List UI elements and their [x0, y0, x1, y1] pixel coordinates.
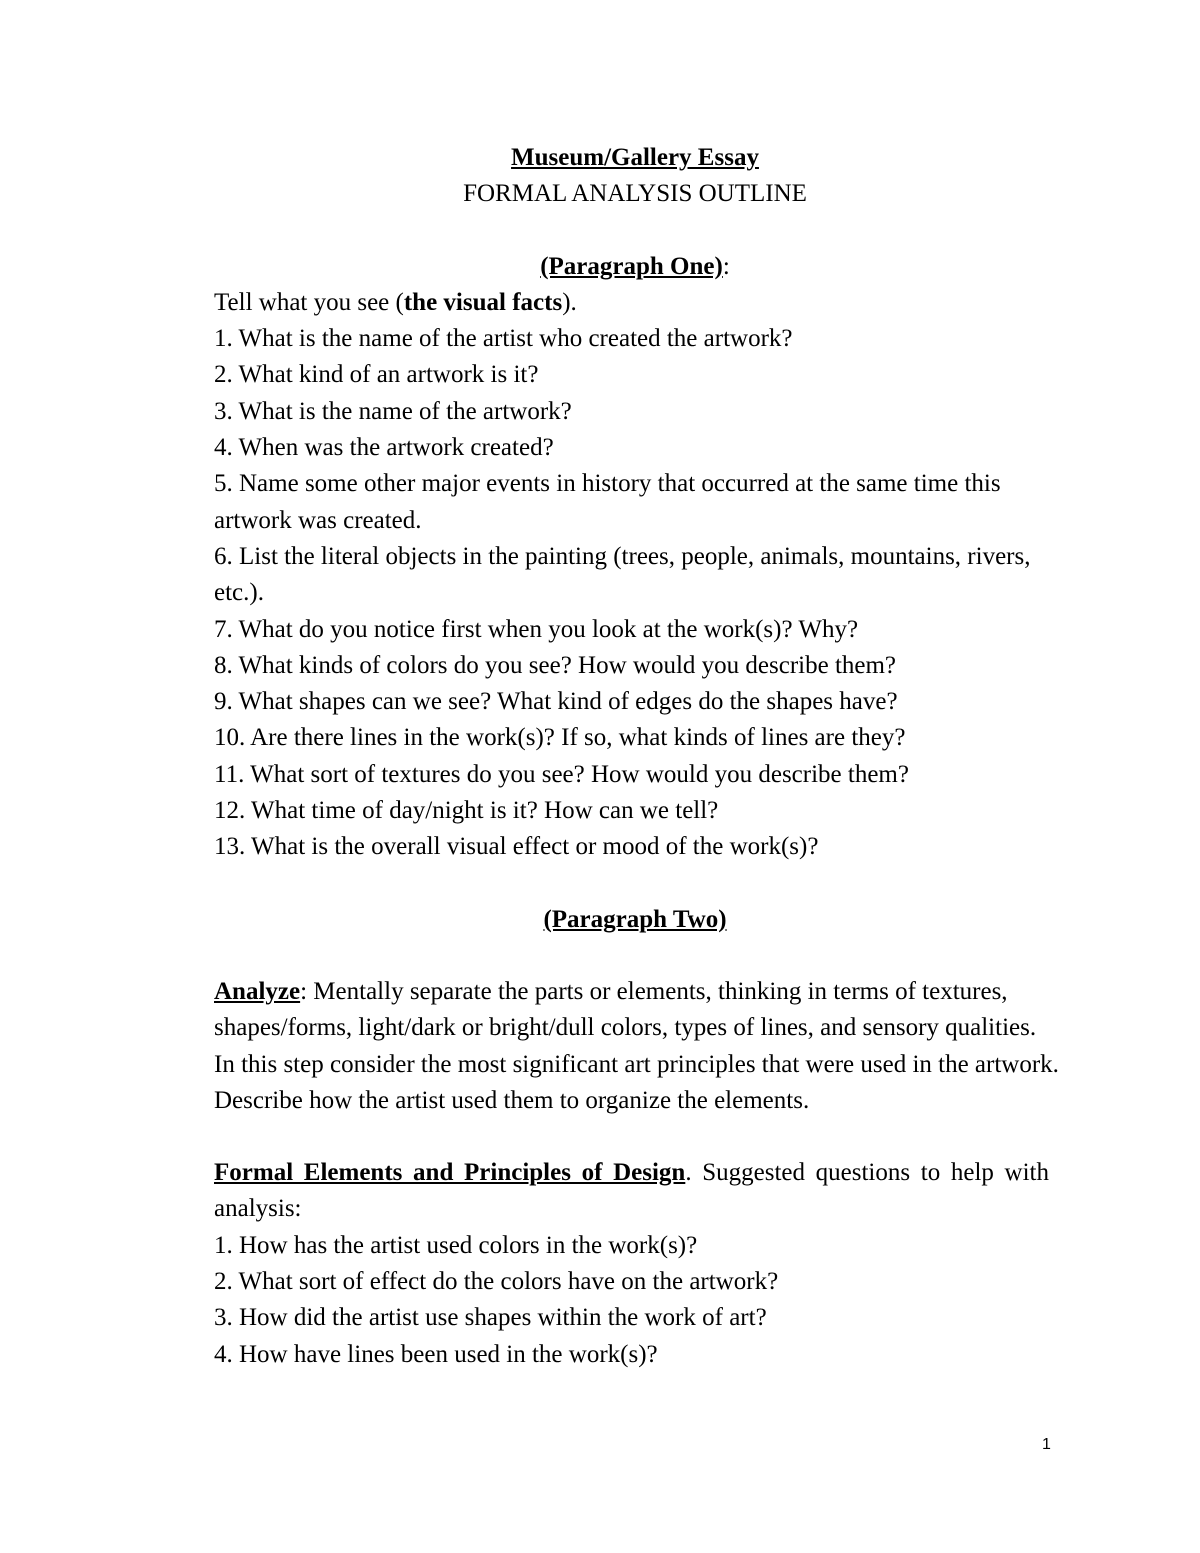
list-item: 10. Are there lines in the work(s)? If so, what kinds of lines are they?	[214, 724, 906, 752]
paragraph-two-heading: (Paragraph Two)	[543, 905, 727, 933]
document-subtitle: FORMAL ANALYSIS OUTLINE	[463, 180, 807, 208]
list-item: 1. What is the name of the artist who created the artwork?	[214, 325, 793, 353]
list-item: 13. What is the overall visual effect or mood of the work(s)?	[214, 833, 819, 861]
spacer	[214, 938, 1064, 974]
list-item: 11. What sort of textures do you see? How would you describe them?	[214, 760, 909, 788]
list-item: 3. How did the artist use shapes within the work of art?	[214, 1304, 767, 1332]
list-item: 4. How have lines been used in the work(s)?	[214, 1340, 658, 1368]
list-item: 2. What sort of effect do the colors have on the artwork?	[214, 1268, 779, 1296]
spacer	[214, 866, 1064, 902]
analyze-label: Analyze	[214, 977, 301, 1005]
list-item: 12. What time of day/night is it? How can we tell?	[214, 797, 719, 825]
paragraph-one-question-list	[214, 321, 1064, 865]
spacer	[214, 1119, 1064, 1155]
document-body	[214, 140, 1064, 1373]
list-item: 3. What is the name of the artwork?	[214, 397, 572, 425]
list-item: 6. List the literal objects in the painting (trees, people, animals, mountains, rivers, etc.).	[214, 542, 1031, 607]
spacer	[214, 213, 1064, 249]
paragraph-one-intro: Tell what you see (the visual facts).	[214, 288, 577, 316]
list-item: 2. What kind of an artwork is it?	[214, 361, 539, 389]
formal-elements-label: Formal Elements and Principles of Design	[214, 1159, 686, 1187]
list-item: 8. What kinds of colors do you see? How would you describe them?	[214, 651, 897, 679]
formal-elements-text: . Suggested questions to help with analysis:	[214, 1159, 1049, 1223]
list-item: 7. What do you notice first when you look at the work(s)? Why?	[214, 615, 859, 643]
analyze-text: : Mentally separate the parts or elements, thinking in terms of textures, shapes/forms, light/dark or bright/dull colors, types of lines, and sensory qualities. In this step consider the most significant art principles that were used in the artwork. Describe how the artist used them to organize the elements.	[214, 977, 1059, 1114]
formal-elements-paragraph	[214, 1155, 1049, 1228]
list-item: 5. Name some other major events in history that occurred at the same time this artwork was created.	[214, 470, 1001, 534]
list-item: 4. When was the artwork created?	[214, 434, 554, 462]
list-item: 1. How has the artist used colors in the work(s)?	[214, 1231, 698, 1259]
paragraph-two-question-list	[214, 1228, 1064, 1373]
page-number: 1	[1042, 1436, 1051, 1453]
document-title: Museum/Gallery Essay	[511, 144, 759, 171]
list-item: 9. What shapes can we see? What kind of edges do the shapes have?	[214, 688, 898, 716]
analyze-paragraph	[214, 974, 1059, 1119]
paragraph-one-heading: (Paragraph One):	[540, 252, 730, 280]
